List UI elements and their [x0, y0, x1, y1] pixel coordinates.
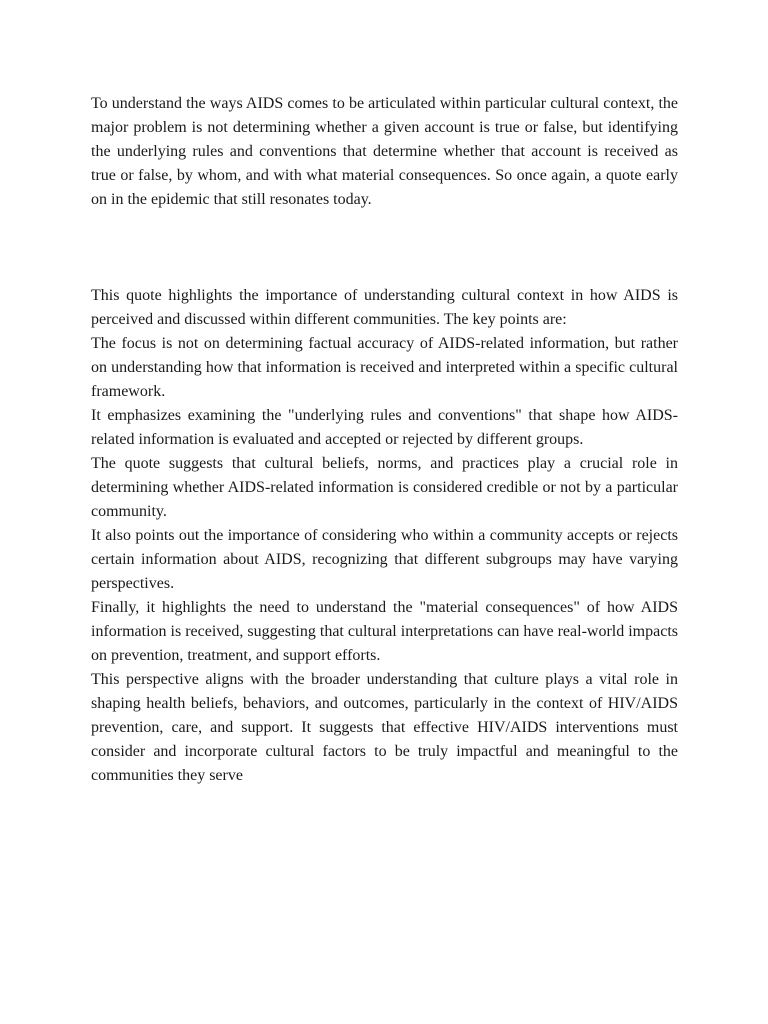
analysis-section — [91, 284, 678, 788]
analysis-paragraph: The quote suggests that cultural beliefs, norms, and practices play a crucial role in determining whether AIDS-related information is considered credible or not by a particular community. — [91, 455, 678, 520]
analysis-paragraph: This perspective aligns with the broader understanding that culture plays a vital role in shaping health beliefs, behaviors, and outcomes, particularly in the context of HIV/AIDS prevention, care, and support. It suggests that effective HIV/AIDS interventions must consider and incorporate cultural factors to be truly impactful and meaningful to the communities they serve — [91, 671, 678, 784]
analysis-paragraph: It emphasizes examining the "underlying rules and conventions" that shape how AIDS-related information is evaluated and accepted or rejected by different groups. — [91, 407, 678, 448]
analysis-paragraph: It also points out the importance of considering who within a community accepts or rejects certain information about AIDS, recognizing that different subgroups may have varying perspectives. — [91, 527, 678, 592]
analysis-paragraph: The focus is not on determining factual accuracy of AIDS-related information, but rather on understanding how that information is received and interpreted within a specific cultural framework. — [91, 335, 678, 400]
intro-paragraph: To understand the ways AIDS comes to be articulated within particular cultural context, the major problem is not determining whether a given account is true or false, but identifying the underlying rules and conventions that determine whether that account is received as true or false, by whom, and with what material consequences. So once again, a quote early on in the epidemic that still resonates today. — [91, 95, 678, 208]
intro-section — [91, 92, 678, 212]
analysis-paragraph: Finally, it highlights the need to understand the "material consequences" of how AIDS information is received, suggesting that cultural interpretations can have real-world impacts on prevention, treatment, and support efforts. — [91, 599, 678, 664]
analysis-paragraph: This quote highlights the importance of understanding cultural context in how AIDS is perceived and discussed within different communities. The key points are: — [91, 287, 678, 328]
